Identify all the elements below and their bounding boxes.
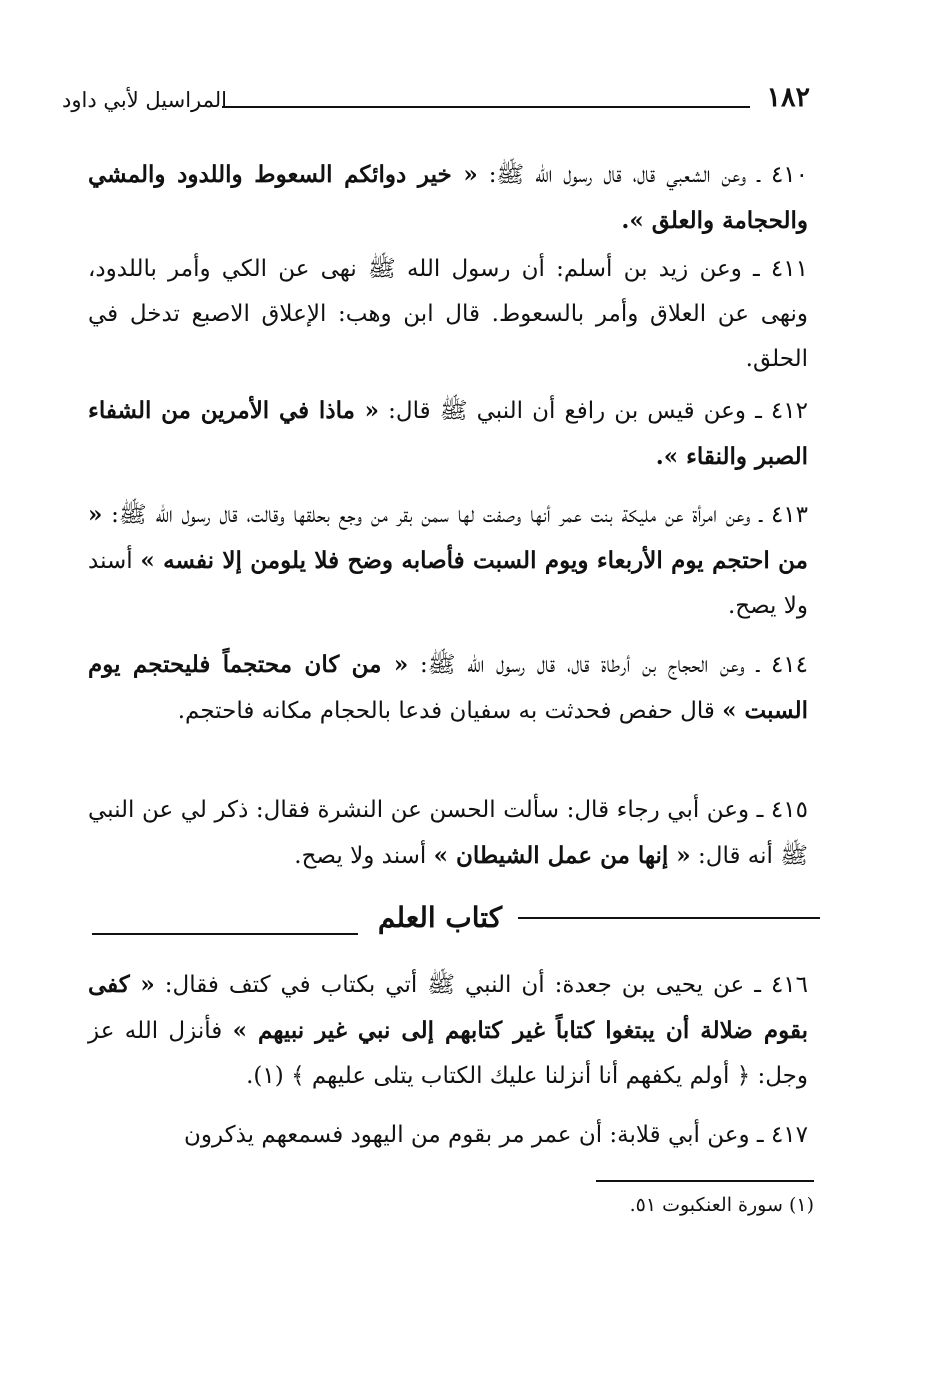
hadith-416: ٤١٦ ـ عن يحيى بن جعدة: أن النبي ﷺ أتي بكتاب في كتف فقال: « كفى بقوم ضلالة أن يبتغوا كتاباً غير كتابهم إلى نبي غير نبيهم » فأنزل الله عز وجل: ﴿ أولم يكفهم أنا أنزلنا عليك الكتاب يتلى عليهم ﴾ (١). (88, 971, 809, 1089)
hadith-text: وعن قيس بن رافع أن النبي ﷺ قال: (388, 398, 746, 424)
hadith-quote: « من كان محتجماً فليحتجم يوم السبت » (88, 651, 808, 724)
hadith-414: ٤١٤ ـ وعن الحجاج بن أرطاة قال، قال رسول الله ﷺ: « من كان محتجماً فليحتجم يوم السبت » قال حفص فحدثت به سفيان فدعا بالحجام مكانه فاحتجم. (88, 651, 808, 724)
hadith-text: وعن أبي رجاء قال: سألت الحسن عن النشرة فقال: ذكر لي عن النبي ﷺ أنه قال: (88, 797, 808, 869)
hadith-number: ٤١٤ (770, 652, 808, 678)
running-header (62, 82, 810, 122)
hadith-413: ٤١٣ ـ وعن امرأة عن مليكة بنت عمر أنها وصفت لها سمن بقر من وجع بحلقها وقالت، قال رسول الله ﷺ: « من احتجم يوم الأربعاء ويوم السبت فأصابه وضح فلا يلومن إلا نفسه » أسند ولا يصح. (88, 501, 809, 619)
header-rule (222, 106, 750, 108)
hadith-417: ٤١٧ ـ وعن أبي قلابة: أن عمر مر بقوم من اليهود فسمعهم يذكرون (183, 1122, 808, 1148)
hadith-text: وعن الحجاج بن أرطاة قال، قال رسول الله ﷺ: (419, 652, 745, 678)
chapter-rule-left (92, 933, 358, 935)
hadith-quote: « ماذا في الأمرين من الشفاء الصبر والنقاء ». (88, 397, 808, 470)
chapter-rule-right (518, 917, 820, 919)
hadith-number: ٤١٧ (770, 1122, 808, 1148)
hadith-number: ٤١٥ (770, 797, 808, 823)
hadith-quote: « إنها من عمل الشيطان » (433, 842, 691, 869)
hadith-note: قال حفص فحدثت به سفيان فدعا بالحجام مكانه فاحتجم. (177, 698, 715, 724)
hadith-note: أسند ولا يصح. (294, 843, 427, 869)
hadith-quote: « كفى بقوم ضلالة أن يبتغوا كتاباً غير كتابهم إلى نبي غير نبيهم » (88, 971, 809, 1044)
hadith-415: ٤١٥ ـ وعن أبي رجاء قال: سألت الحسن عن النشرة فقال: ذكر لي عن النبي ﷺ أنه قال: « إنها من عمل الشيطان » أسند ولا يصح. (88, 797, 808, 869)
book-title: المراسيل لأبي داود (62, 88, 227, 112)
hadith-number: ٤١٦ (770, 972, 808, 998)
hadith-note: أسند ولا يصح. (88, 548, 808, 619)
hadith-number: ٤١٢ (770, 398, 808, 424)
hadith-text: عن يحيى بن جعدة: أن النبي ﷺ أتي بكتاب في كتف فقال: (164, 972, 745, 998)
hadith-note: فأنزل الله عز وجل: ﴿ أولم يكفهم أنا أنزلنا عليك الكتاب يتلى عليهم ﴾ (١). (88, 1018, 808, 1089)
hadith-number: ٤١١ (770, 256, 808, 282)
hadith-number: ٤١٠ (770, 162, 808, 188)
footnote: (١) سورة العنكبوت ٥١. (629, 1194, 814, 1216)
hadith-text: وعن الشعبي قال، قال رسول الله ﷺ: (488, 162, 747, 188)
hadith-410: ٤١٠ ـ وعن الشعبي قال، قال رسول الله ﷺ: « خير دوائكم السعوط واللدود والمشي والحجامة والعلق ». (88, 161, 808, 234)
chapter-heading (92, 897, 820, 947)
hadith-quote: « من احتجم يوم الأربعاء ويوم السبت فأصابه وضح فلا يلومن إلا نفسه » (88, 501, 808, 574)
footnote-rule (596, 1180, 814, 1182)
hadith-text: وعن امرأة عن مليكة بنت عمر أنها وصفت لها سمن بقر من وجع بحلقها وقالت، قال رسول الله ﷺ: (111, 502, 751, 528)
hadith-411: ٤١١ ـ وعن زيد بن أسلم: أن رسول الله ﷺ نهى عن الكي وأمر باللدود، ونهى عن العلاق وأمر بالسعوط. قال ابن وهب: الإعلاق الاصبع تدخل في الحلق. (88, 256, 808, 372)
chapter-title: كتاب العلم (377, 901, 503, 934)
hadith-text: وعن أبي قلابة: أن عمر مر بقوم من اليهود فسمعهم يذكرون (183, 1122, 750, 1148)
hadith-quote: « خير دوائكم السعوط واللدود والمشي والحجامة والعلق ». (88, 161, 808, 234)
page-number: ١٨٢ (766, 82, 810, 113)
hadith-412: ٤١٢ ـ وعن قيس بن رافع أن النبي ﷺ قال: « ماذا في الأمرين من الشفاء الصبر والنقاء ». (88, 397, 808, 470)
hadith-text: وعن زيد بن أسلم: أن رسول الله ﷺ نهى عن الكي وأمر باللدود، ونهى عن العلاق وأمر بالسعوط. قال ابن وهب: الإعلاق الاصبع تدخل في الحلق. (88, 256, 808, 372)
hadith-number: ٤١٣ (770, 502, 809, 528)
